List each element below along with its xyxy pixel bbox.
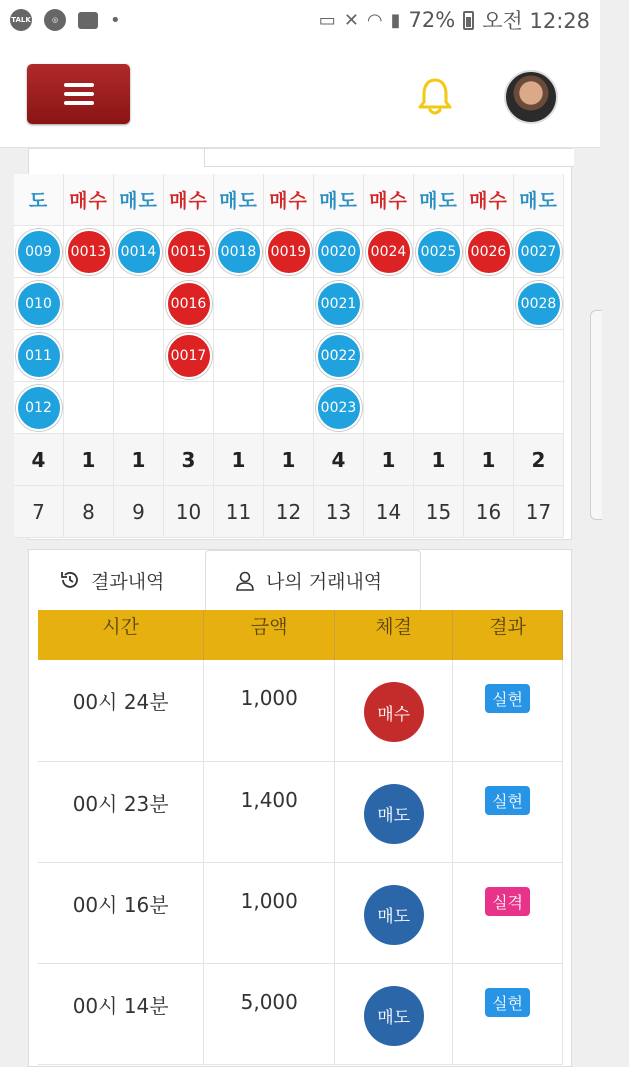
grid-cell [464, 226, 514, 278]
table-row [38, 862, 563, 963]
grid-cell [214, 382, 264, 434]
tab-results[interactable] [29, 550, 205, 610]
grid-count-cell: 4 [14, 434, 64, 486]
grid-cell [314, 226, 364, 278]
grid-index-cell: 14 [364, 486, 414, 538]
grid-cell [514, 330, 564, 382]
grid-cell [164, 226, 214, 278]
result-badge: 실현 [485, 988, 530, 1017]
row-trade-cell [335, 963, 453, 1064]
grid-cell [114, 330, 164, 382]
grid-cell [214, 278, 264, 330]
grid-column-header: 매도 [414, 174, 464, 226]
signal-icon: ▮ [390, 9, 401, 31]
mute-icon: ✕ [343, 9, 359, 31]
row-trade-cell [335, 862, 453, 963]
result-ball[interactable]: 0015 [166, 229, 212, 275]
history-tabs [29, 550, 573, 610]
row-amount: 1,000 [204, 660, 335, 761]
grid-cell [164, 330, 214, 382]
row-result-cell [453, 862, 563, 963]
result-ball[interactable]: 0025 [416, 229, 462, 275]
cast-icon: ▭ [318, 9, 336, 31]
grid-cell [464, 330, 514, 382]
grid-cell [464, 382, 514, 434]
grid-cell [14, 278, 64, 330]
status-left-icons [10, 9, 121, 31]
grid-count-cell: 1 [114, 434, 164, 486]
grid-column [514, 174, 564, 538]
result-ball[interactable]: 0016 [166, 281, 212, 327]
col-trade-header: 체결 [335, 610, 453, 660]
col-result-header: 결과 [453, 610, 563, 660]
table-header-row [38, 610, 563, 660]
grid-cell [214, 330, 264, 382]
grid-cell [114, 278, 164, 330]
grid-cell [314, 382, 364, 434]
grid-cell [264, 382, 314, 434]
row-result-cell [453, 963, 563, 1064]
grid-count-cell: 2 [514, 434, 564, 486]
avatar[interactable] [504, 70, 558, 124]
row-amount: 5,000 [204, 963, 335, 1064]
result-badge: 실현 [485, 786, 530, 815]
row-result-cell [453, 660, 563, 761]
grid-column [314, 174, 364, 538]
grid-cell [364, 382, 414, 434]
grid-count-cell: 1 [414, 434, 464, 486]
trade-history-table [38, 610, 563, 1065]
grid-column [414, 174, 464, 538]
result-ball[interactable]: 0023 [316, 385, 362, 431]
grid-cell [314, 330, 364, 382]
grid-cell [464, 278, 514, 330]
result-ball[interactable]: 0028 [516, 281, 562, 327]
grid-cell [514, 382, 564, 434]
grid-cell [64, 330, 114, 382]
grid-column-header: 매수 [464, 174, 514, 226]
grid-column [264, 174, 314, 538]
grid-column [164, 174, 214, 538]
grid-cell [514, 226, 564, 278]
grid-cell [64, 382, 114, 434]
wifi-icon: ◠ [366, 9, 383, 31]
grid-column-header: 도 [14, 174, 64, 226]
result-ball[interactable]: 0024 [366, 229, 412, 275]
row-time: 00시 23분 [38, 761, 204, 862]
grid-cell [114, 382, 164, 434]
hamburger-icon [64, 101, 94, 105]
col-amount-header: 금액 [204, 610, 335, 660]
grid-index-cell: 17 [514, 486, 564, 538]
grid-count-cell: 1 [264, 434, 314, 486]
grid-cell [264, 330, 314, 382]
grid-index-cell: 10 [164, 486, 214, 538]
grid-cell [64, 278, 114, 330]
grid-cell [264, 226, 314, 278]
grid-count-cell: 1 [214, 434, 264, 486]
grid-cell [364, 226, 414, 278]
battery-icon [463, 11, 474, 30]
grid-column [464, 174, 514, 538]
grid-cell [414, 382, 464, 434]
grid-cell [164, 382, 214, 434]
grid-count-cell: 1 [464, 434, 514, 486]
battery-percent: 72% [408, 8, 456, 32]
grid-column [64, 174, 114, 538]
app-header [0, 40, 600, 148]
grid-index-cell: 12 [264, 486, 314, 538]
result-ball[interactable]: 0022 [316, 333, 362, 379]
table-row [38, 963, 563, 1064]
grid-column [214, 174, 264, 538]
trade-type-badge: 매도 [364, 986, 424, 1046]
more-dot-icon: • [110, 9, 121, 31]
history-card [28, 549, 572, 1067]
row-time: 00시 16분 [38, 862, 204, 963]
grid-index-cell: 13 [314, 486, 364, 538]
grid-column [114, 174, 164, 538]
grid-count-cell: 3 [164, 434, 214, 486]
grid-cell [364, 278, 414, 330]
trade-type-badge: 매수 [364, 682, 424, 742]
result-ball[interactable]: 0017 [166, 333, 212, 379]
grid-column-header: 매도 [514, 174, 564, 226]
result-badge: 실격 [485, 887, 530, 916]
grid-cell [414, 330, 464, 382]
result-ball[interactable]: 0027 [516, 229, 562, 275]
row-trade-cell [335, 660, 453, 761]
tab-my-trades-label: 나의 거래내역 [266, 571, 383, 593]
result-ball[interactable]: 0018 [216, 229, 262, 275]
grid-cell [514, 278, 564, 330]
col-time-header: 시간 [38, 610, 204, 660]
result-ball[interactable]: 0013 [66, 229, 112, 275]
talk-icon: TALK [10, 9, 32, 31]
grid-index-cell: 15 [414, 486, 464, 538]
chat-icon [78, 12, 98, 29]
status-right [319, 5, 590, 35]
grid-column-header: 매수 [364, 174, 414, 226]
result-ball[interactable]: 0014 [116, 229, 162, 275]
grid-column [364, 174, 414, 538]
result-ball[interactable]: 0026 [466, 229, 512, 275]
grid-count-cell: 1 [364, 434, 414, 486]
grid-cell [14, 226, 64, 278]
row-time: 00시 24분 [38, 660, 204, 761]
grid-cell [414, 226, 464, 278]
result-ball[interactable]: 009 [16, 229, 62, 275]
row-trade-cell [335, 761, 453, 862]
grid-cell [414, 278, 464, 330]
row-result-cell [453, 761, 563, 862]
user-icon [234, 570, 256, 592]
grid-cell [64, 226, 114, 278]
grid-tab-stub [204, 149, 574, 167]
tab-my-trades[interactable] [205, 550, 421, 610]
grid-column-header: 매도 [314, 174, 364, 226]
trade-type-badge: 매도 [364, 885, 424, 945]
grid-cell [214, 226, 264, 278]
grid-column-header: 매수 [164, 174, 214, 226]
grid-cell [164, 278, 214, 330]
grid-count-cell: 4 [314, 434, 364, 486]
grid-column [14, 174, 64, 538]
clock: 오전 12:28 [482, 9, 590, 33]
grid-index-cell: 11 [214, 486, 264, 538]
result-ball[interactable]: 0019 [266, 229, 312, 275]
result-ball[interactable]: 012 [16, 385, 62, 431]
result-badge: 실현 [485, 684, 530, 713]
tab-results-label: 결과내역 [91, 570, 165, 593]
grid-column-header: 매수 [64, 174, 114, 226]
hamburger-icon [64, 92, 94, 96]
grid-cell [364, 330, 414, 382]
history-icon [59, 569, 81, 591]
grid-cell [114, 226, 164, 278]
result-ball[interactable]: 0020 [316, 229, 362, 275]
grid-cell [14, 382, 64, 434]
grid-index-cell: 16 [464, 486, 514, 538]
grid-cell [14, 330, 64, 382]
row-time: 00시 14분 [38, 963, 204, 1064]
result-ball[interactable]: 010 [16, 281, 62, 327]
table-row [38, 660, 563, 761]
hamburger-icon [64, 83, 94, 87]
grid-column-header: 매도 [214, 174, 264, 226]
grid-count-cell: 1 [64, 434, 114, 486]
result-ball[interactable]: 011 [16, 333, 62, 379]
row-amount: 1,400 [204, 761, 335, 862]
camera-icon: ◎ [44, 9, 66, 31]
grid-column-header: 매도 [114, 174, 164, 226]
table-row [38, 761, 563, 862]
grid-cell [314, 278, 364, 330]
bell-icon[interactable] [416, 76, 454, 116]
menu-button[interactable] [27, 64, 130, 124]
grid-index-cell: 8 [64, 486, 114, 538]
result-ball[interactable]: 0021 [316, 281, 362, 327]
row-amount: 1,000 [204, 862, 335, 963]
grid-index-cell: 7 [14, 486, 64, 538]
results-grid-card [25, 148, 572, 540]
grid-index-cell: 9 [114, 486, 164, 538]
grid-column-header: 매수 [264, 174, 314, 226]
trade-type-badge: 매도 [364, 784, 424, 844]
side-scroll-handle[interactable] [590, 310, 602, 520]
grid-cell [264, 278, 314, 330]
status-bar [0, 0, 600, 40]
